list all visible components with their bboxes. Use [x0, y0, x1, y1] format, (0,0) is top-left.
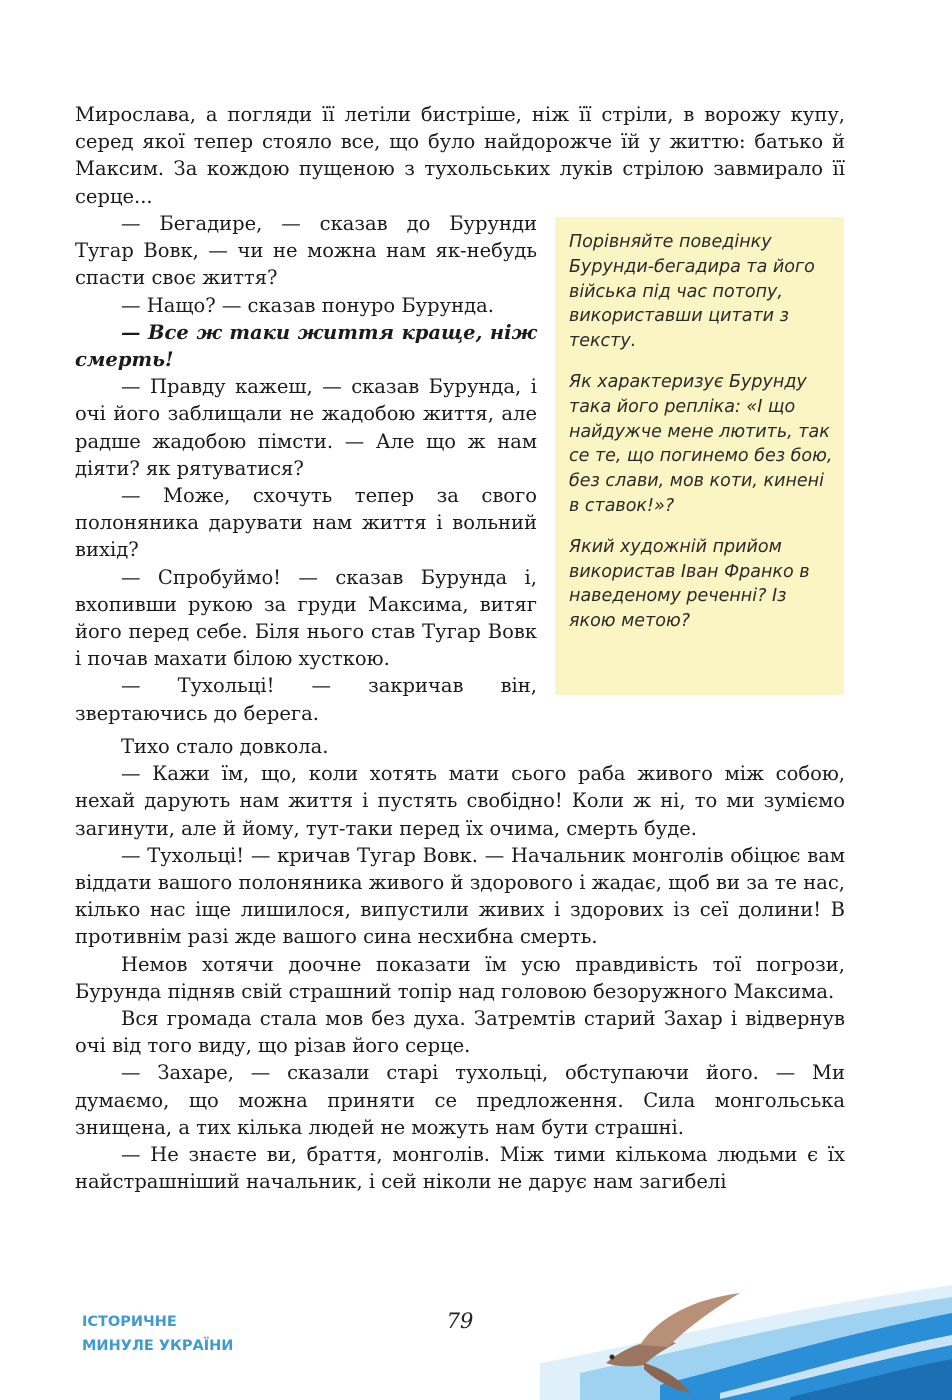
section-label — [82, 1310, 233, 1358]
questions-sidebar — [555, 217, 844, 695]
paragraph: — Може, схочуть тепер за свого полоняника дарувати нам життя і вольний вихід? — [75, 484, 537, 562]
paragraph: — Кажи їм, що, коли хотять мати сього раба живого між собою, нехай дарують нам життя і пустять свобідно! Коли ж ні, то ми зуміємо загинути, але й йому, тут-таки перед їх очима, смерть буде. — [75, 762, 845, 840]
sidebar-question: Який художній прийом використав Іван Франко в наведеному реченні? Із якою метою? — [569, 536, 810, 632]
paragraph: — Не знаєте ви, браття, монголів. Між тими кількома людьми є їх найстрашніший начальник, і сей ніколи не дарує нам загибелі — [75, 1143, 845, 1194]
text-left-column — [75, 210, 537, 727]
section-label-line: ІСТОРИЧНЕ — [82, 1314, 177, 1330]
paragraph: — Тухольці! — кричав Тугар Вовк. — Начальник монголів обіцює вам віддати вашого полоняника живого й здорового і жадає, щоб ви за те нас, кілько нас іще лишилося, випустили живих і здорових із сеї долини! В противнім разі жде вашого сина несхибна смерть. — [75, 843, 845, 949]
text-top — [75, 101, 845, 210]
paragraph: Немов хотячи доочне показати їм усю правдивість тої погрози, Бурунда підняв свій страшний топір над головою безоружного Максима. — [75, 952, 845, 1003]
paragraph: Вся громада стала мов без духа. Затремтів старий Захар і відвернув очі від того виду, що різав його серце. — [75, 1007, 845, 1058]
emphasis-paragraph: — Все ж таки життя краще, ніж смерть! — [75, 320, 537, 372]
section-label-line: МИНУЛЕ УКРАЇНИ — [82, 1338, 234, 1354]
paragraph: — Спробуймо! — сказав Бурунда і, вхопивши рукою за груди Максима, витяг його перед себе. Біля нього став Тугар Вовк і почав махати білою хусткою. — [75, 565, 537, 671]
paragraph: — Захаре, — сказали старі тухольці, обступаючи його. — Ми думаємо, що можна приняти се предложення. Сила монгольська знищена, а тих кілька людей не можуть нам бути страшні. — [75, 1061, 845, 1139]
paragraph: Тихо стало довкола. — [121, 735, 329, 758]
text-bottom — [75, 733, 845, 1195]
decorative-wave — [540, 1285, 952, 1400]
paragraph: Мирослава, а погляди її летіли бистріше, ніж її стріли, в ворожу купу, серед якої тепер стояло все, що було найдорожче їй у життю: батько й Максим. За кождою пущеною з тухольських луків стрілою завмирало її серце... — [75, 103, 845, 208]
paragraph: — Бегадире, — сказав до Бурунди Тугар Вовк, — чи не можна нам як-небудь спасти своє життя? — [75, 212, 537, 290]
paragraph: — Правду кажеш, — сказав Бурунда, і очі його заблищали не жадобою життя, але радше жадобою пімсти. — Але що ж нам діяти? як рятуватися? — [75, 375, 537, 480]
sidebar-question: Порівняйте поведінку Бурунди-бегадира та його війська під час потопу, використавши цитати з тексту. — [569, 232, 815, 352]
page-number: 79 — [446, 1309, 474, 1333]
paragraph: — Нащо? — сказав понуро Бурунда. — [121, 293, 494, 317]
sidebar-question: Як характеризує Бурунду така його репліка: «І що найдужче мене лютить, так се те, що погинемо без бою, без слави, мов коти, кинені в ставок!»? — [569, 371, 833, 516]
paragraph: — Тухольці! — закричав він, звертаючись до берега. — [75, 674, 537, 725]
